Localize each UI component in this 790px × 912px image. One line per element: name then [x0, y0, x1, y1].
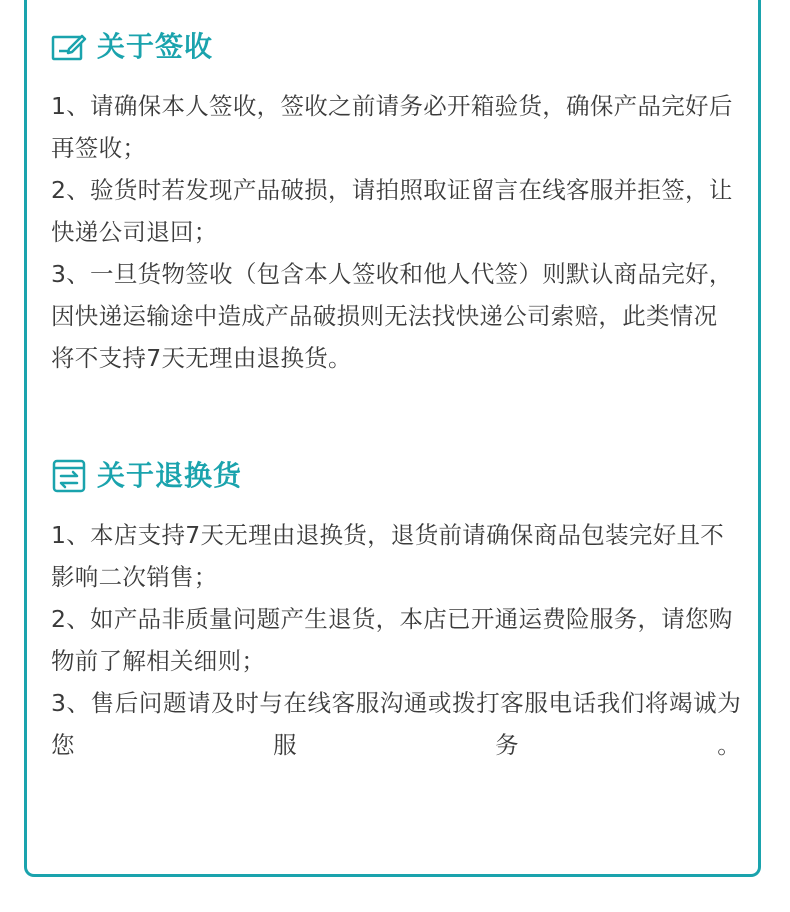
paragraph: 2、验货时若发现产品破损，请拍照取证留言在线客服并拒签，让快递公司退回； — [51, 176, 733, 246]
section-body — [51, 514, 741, 766]
paragraph: 2、如产品非质量问题产生退货，本店已开通运费险服务，请您购物前了解相关细则； — [51, 605, 733, 675]
paragraph: 1、请确保本人签收，签收之前请务必开箱验货，确保产品完好后再签收； — [51, 92, 733, 162]
section-title: 关于退换货 — [97, 459, 243, 492]
section-heading — [51, 456, 741, 496]
paragraph: 3、一旦货物签收（包含本人签收和他人代签）则默认商品完好，因快递运输途中造成产品破损则无法找快递公司索赔，此类情况将不支持7天无理由退换货。 — [51, 260, 733, 372]
section-sign-for — [51, 27, 741, 379]
section-title: 关于签收 — [97, 30, 214, 63]
section-heading — [51, 27, 741, 67]
paragraph: 1、本店支持7天无理由退换货，退货前请确保商品包装完好且不影响二次销售； — [51, 521, 725, 591]
edit-icon — [51, 29, 87, 65]
section-returns — [51, 456, 741, 766]
exchange-icon — [51, 458, 87, 494]
section-body — [51, 85, 741, 379]
paragraph: 3、售后问题请及时与在线客服沟通或拨打客服电话我们将竭诚为您服务。 — [51, 689, 741, 759]
